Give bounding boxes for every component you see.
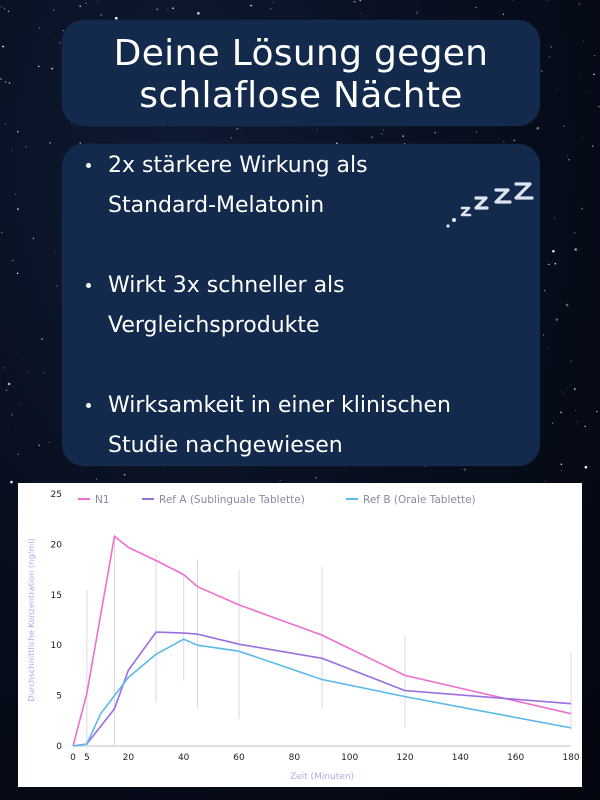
title-line-2: schlaflose Nächte: [139, 75, 463, 116]
page-title: [62, 33, 540, 117]
y-tick-label: 0: [56, 742, 62, 752]
y-tick-label: 5: [56, 691, 62, 702]
headline-card: [62, 20, 540, 126]
x-tick-label: 80: [288, 753, 301, 763]
zzz-sleep-icon: [440, 172, 540, 232]
bullet-icon: [86, 403, 91, 408]
concentration-chart: [18, 483, 582, 787]
benefit-text-line-2: Studie nachgewiesen: [108, 433, 343, 458]
x-tick-label: 40: [177, 753, 190, 763]
x-axis-label: Zeit (Minuten): [289, 772, 355, 782]
x-tick-label: 20: [122, 753, 135, 763]
bullet-icon: [86, 283, 91, 288]
benefit-text-line-1: Wirksamkeit in einer klinischen: [108, 393, 451, 418]
benefit-text-line-1: Wirkt 3x schneller als: [108, 273, 345, 298]
y-axis-label: Durchschnittliche Konzentration (ng/ml): [26, 538, 36, 702]
chart-panel: [18, 483, 582, 787]
x-tick-label: 60: [233, 753, 245, 763]
legend-label: N1: [95, 494, 110, 506]
x-tick-label: 5: [83, 753, 90, 763]
benefit-text-line-2: Vergleichsprodukte: [108, 313, 320, 338]
benefit-item: [108, 266, 528, 346]
x-tick-label: 180: [562, 753, 580, 763]
y-tick-label: 10: [50, 641, 62, 652]
benefit-text-line-1: 2x stärkere Wirkung als: [108, 153, 368, 178]
x-tick-label: 0: [70, 753, 76, 763]
y-tick-label: 25: [50, 490, 62, 500]
y-tick-label: 20: [50, 540, 62, 551]
benefit-item: [108, 386, 528, 466]
legend-label: Ref A (Sublinguale Tablette): [159, 494, 305, 506]
x-tick-label: 100: [341, 753, 359, 763]
benefit-text-line-2: Standard-Melatonin: [108, 193, 325, 218]
x-tick-label: 120: [396, 753, 414, 763]
y-tick-label: 15: [50, 590, 62, 601]
x-tick-label: 140: [451, 753, 469, 763]
title-line-1: Deine Lösung gegen: [113, 33, 489, 74]
x-tick-label: 160: [507, 753, 525, 763]
legend-label: Ref B (Orale Tablette): [363, 494, 476, 506]
bullet-icon: [86, 163, 91, 168]
